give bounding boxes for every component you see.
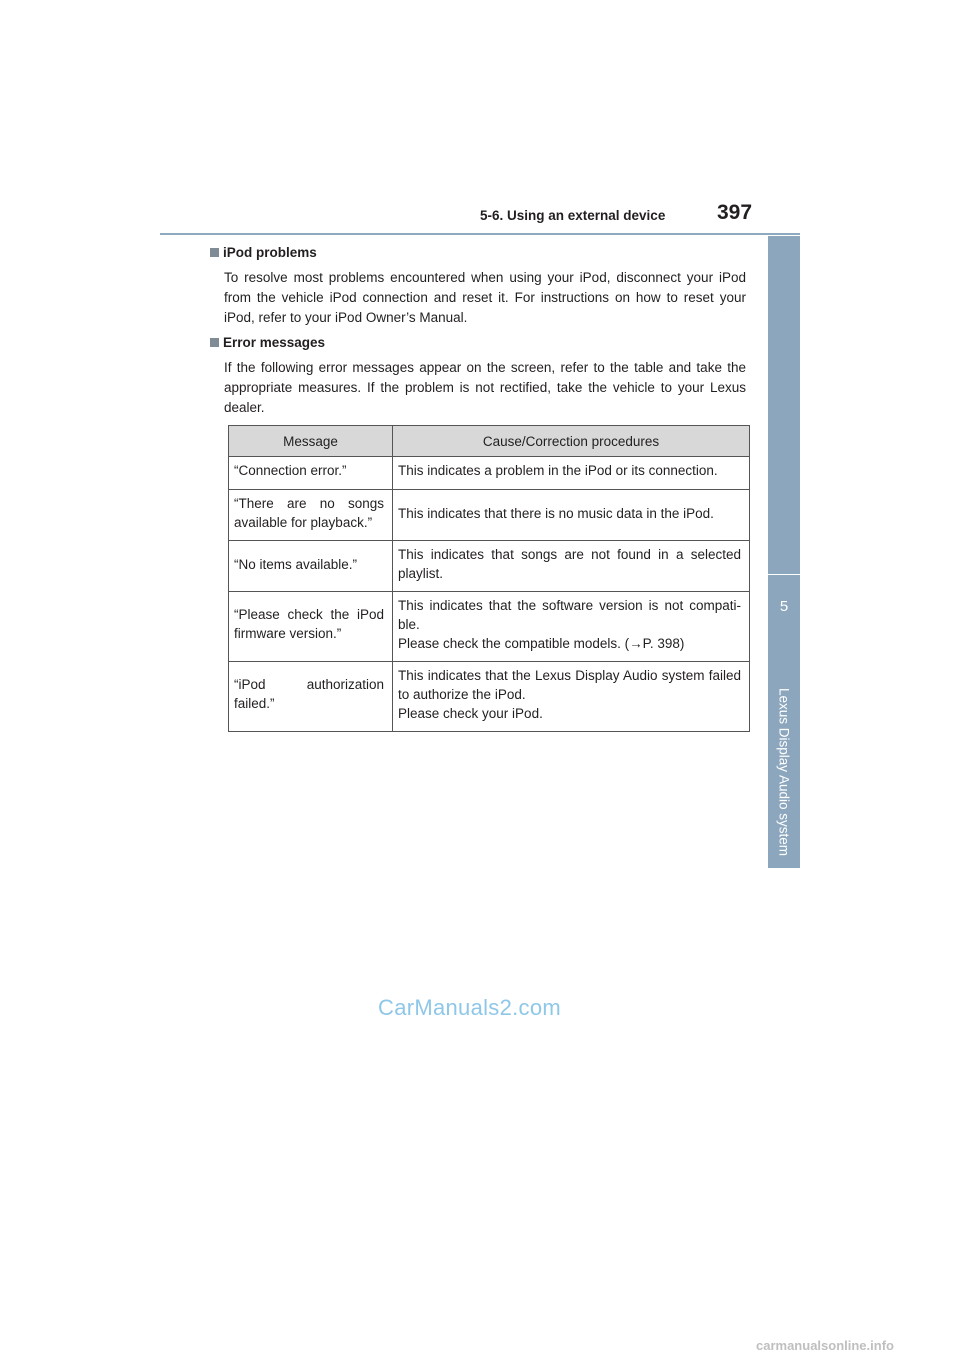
message-cell: “No items available.” (229, 541, 393, 592)
message-cell: “Connection error.” (229, 457, 393, 490)
watermark-footer: carmanualsonline.info (756, 1338, 894, 1353)
ipod-problems-heading-text: iPod problems (223, 245, 317, 260)
header-rule (160, 233, 800, 235)
cause-cell (393, 541, 750, 592)
chapter-number: 5 (779, 598, 789, 615)
table-row (229, 592, 750, 662)
section-title: 5-6. Using an external device (480, 208, 666, 223)
message-cell: “There are no songs available for playback.” (229, 490, 393, 541)
message-cell: “iPod authorization failed.” (229, 662, 393, 732)
cause-cell (393, 457, 750, 490)
table-row (229, 457, 750, 490)
page-number: 397 (717, 201, 753, 224)
column-header-cause: Cause/Correction procedures (393, 426, 750, 457)
table-row (229, 541, 750, 592)
table-row (229, 662, 750, 732)
watermark-carmanuals2: CarManuals2.com (378, 995, 562, 1020)
cause-cell (393, 592, 750, 662)
table-row (229, 490, 750, 541)
chapter-title: Lexus Display Audio system (776, 687, 792, 857)
error-messages-heading-text: Error messages (223, 335, 326, 350)
error-messages-heading (210, 335, 325, 350)
table-header-row (229, 426, 750, 457)
side-tab-divider (768, 574, 800, 575)
heading-square-icon (210, 338, 219, 347)
error-messages-body: If the following error messages appear on the screen, refer to the table and take the appropriate measures. If the problem is not rectified, take the vehicle to your Lexus dealer. (224, 360, 746, 415)
cause-line: This indicates that there is no music data in the iPod. (398, 505, 714, 521)
cause-cell (393, 662, 750, 732)
cause-line: This indicates that songs are not found in a selected playlist. (398, 547, 741, 581)
cause-line: This indicates that the software version is not compati-ble. (398, 598, 741, 632)
error-messages-table (228, 425, 750, 732)
heading-square-icon (210, 248, 219, 257)
cause-line: Please check the compatible models. (→P. 398) (398, 636, 685, 651)
cause-cell (393, 490, 750, 541)
ipod-problems-heading (210, 245, 317, 260)
cause-line: Please check your iPod. (398, 706, 543, 721)
cause-line: This indicates a problem in the iPod or its connection. (398, 463, 718, 478)
column-header-message: Message (229, 426, 393, 457)
message-cell: “Please check the iPod firmware version.” (229, 592, 393, 662)
ipod-problems-body: To resolve most problems encountered when using your iPod, disconnect your iPod from the vehicle iPod connection and reset it. For instructions on how to reset your iPod, refer to your iPod Owner’s Manual. (224, 270, 746, 325)
cause-line: This indicates that the Lexus Display Audio system failed to authorize the iPod. (398, 668, 741, 702)
